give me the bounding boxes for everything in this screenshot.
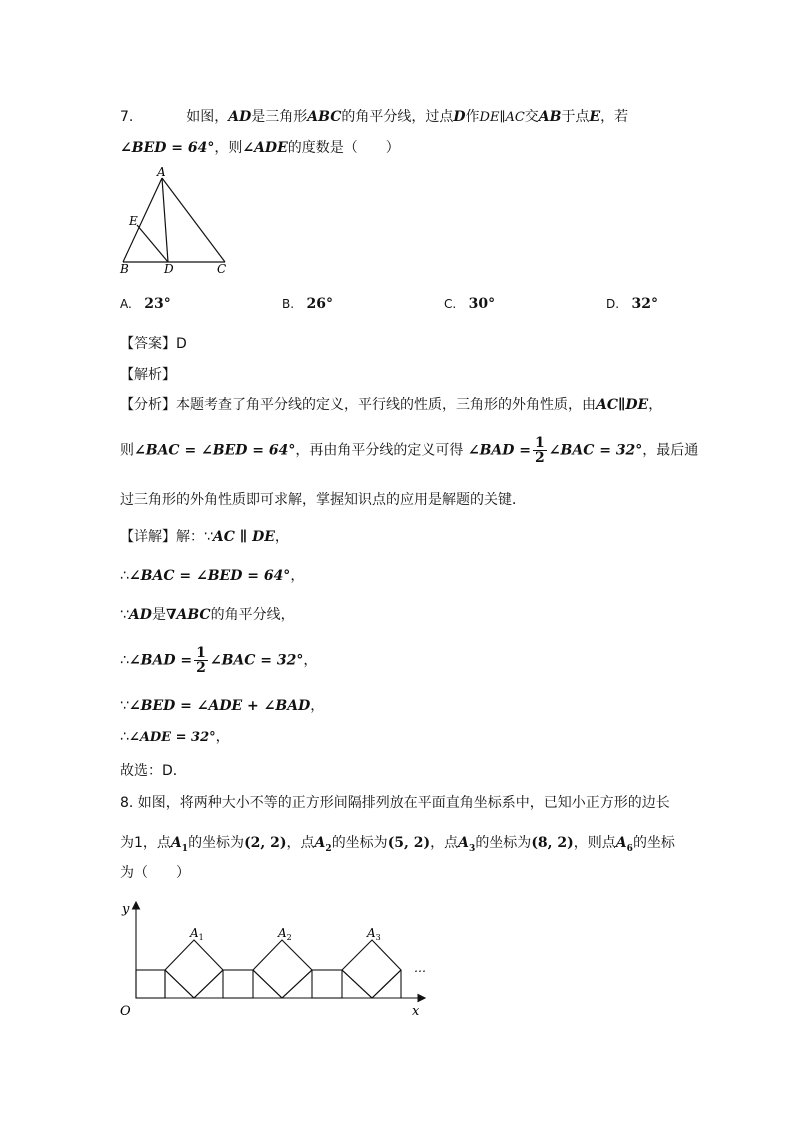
detail-line3: ∵AD是∇ABC的角平分线，	[120, 607, 295, 623]
label-A2: $A_2$	[278, 926, 292, 942]
detail-line4: ∴∠BAD = $\frac{1}{2}$ ∠BAC = 32°，	[120, 645, 318, 676]
label-E: E	[129, 214, 138, 228]
fraction-half: $\frac{1}{2}$	[535, 435, 545, 466]
big-square-2	[253, 940, 312, 998]
label-D: D	[164, 262, 174, 276]
segment-DE	[137, 225, 168, 262]
option-c[interactable]: C. 30°	[444, 296, 496, 312]
squares-figure	[112, 895, 442, 1025]
q7-line1: 7. 如图，AD是三角形ABC的角平分线，过点D作DE∥AC交AB于点E，若	[120, 109, 629, 125]
q8-line1: 8. 如图，将两种大小不等的正方形间隔排列放在平面直角坐标系中，已知小正方形的边长	[120, 795, 670, 811]
segment-AD	[162, 178, 168, 262]
axis-label-y: y	[122, 902, 130, 917]
fenxi-line1: 【分析】本题考查了角平分线的定义，平行线的性质，三角形的外角性质，由AC∥DE，	[120, 397, 663, 413]
choose-line: 故选：D．	[120, 763, 187, 779]
triangle-figure	[115, 165, 235, 280]
ellipsis: …	[414, 961, 426, 975]
small-square-1	[136, 970, 165, 998]
segment-AC	[162, 178, 225, 262]
big-square-1	[165, 940, 223, 998]
detail-line2: ∴∠BAC = ∠BED = 64°，	[120, 568, 305, 584]
label-C: C	[217, 262, 227, 276]
analysis-heading: 【解析】	[120, 367, 176, 383]
small-square-3	[312, 970, 342, 998]
q8-line3: 为（ ）	[120, 865, 190, 881]
big-square-3	[342, 940, 401, 998]
option-a[interactable]: A. 23°	[120, 296, 171, 312]
answer-value: D	[176, 336, 187, 352]
fraction-half-2: $\frac{1}{2}$	[196, 645, 206, 676]
origin-label: O	[120, 1004, 131, 1019]
q8-line2: 为1，点$A_1$的坐标为(2, 2)，点$A_2$的坐标为(5, 2)，点$A_3$的坐标为(8, 2)，则点$A_6$的坐标	[120, 835, 675, 854]
fenxi-line3: 过三角形的外角性质即可求解，掌握知识点的应用是解题的关键．	[120, 492, 526, 508]
label-A1: $A_1$	[190, 926, 204, 942]
detail-line5: ∵∠BED = ∠ADE + ∠BAD，	[120, 698, 325, 714]
q7-number: 7.	[120, 109, 134, 125]
detail-line1: 【详解】解：∵AC ∥ DE，	[120, 529, 289, 545]
label-B: B	[120, 262, 129, 276]
fenxi-line2: 则∠BAC = ∠BED = 64°，再由角平分线的定义可得 ∠BAD = $\frac{1}{2}$ ∠BAC = 32°，最后通	[120, 435, 699, 466]
small-square-2	[223, 970, 253, 998]
option-b[interactable]: B. 26°	[282, 296, 333, 312]
axis-label-x: x	[412, 1004, 420, 1019]
detail-line6: ∴∠ADE = 32°，	[120, 729, 230, 745]
option-d[interactable]: D. 32°	[606, 296, 658, 312]
answer-line: 【答案】D	[120, 336, 187, 352]
label-A: A	[157, 165, 166, 179]
q7-line2: ∠BED = 64°，则∠ADE的度数是（ ）	[120, 140, 400, 156]
label-A3: $A_3$	[367, 926, 381, 942]
